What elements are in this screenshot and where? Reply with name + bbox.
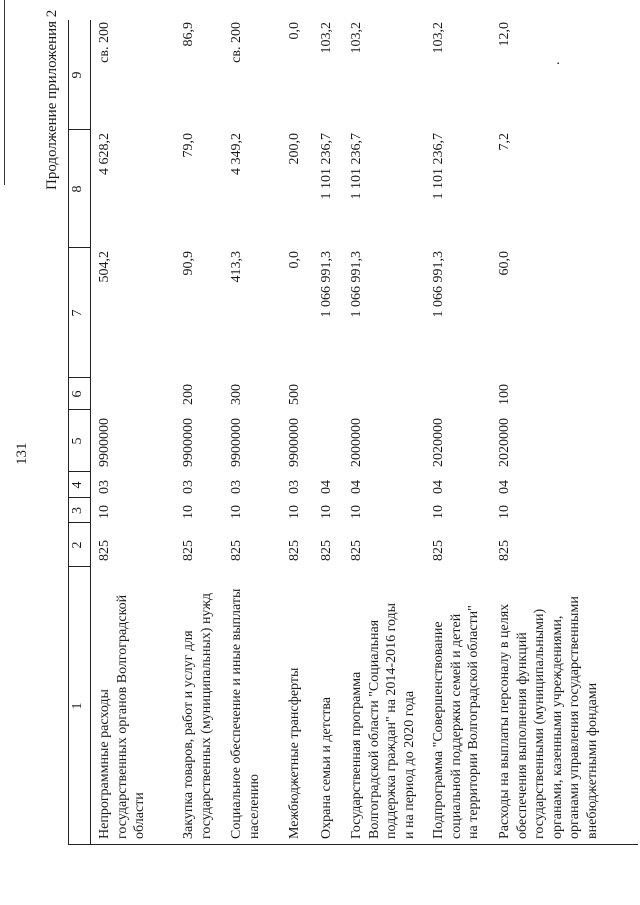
header-col-5: 5 [70,437,85,445]
row-name [348,567,418,839]
row-name-line: социальной поддержки семей и детей [448,613,464,839]
row-cell-c2: 825 [97,540,112,561]
row-cell-c2: 825 [229,540,244,561]
row-name-line: и на период до 2020 года [401,690,417,839]
header-col-7: 7 [70,309,85,317]
row-cell-c6: 300 [229,384,244,405]
row-cell-c4: 04 [497,480,512,494]
table-top-border [68,20,69,845]
row-cell-c5: 9900000 [287,418,302,467]
row-cell-c9: св. 200 [229,22,244,63]
row-cell-c4: 04 [319,480,334,494]
row-cell-c8: 4 628,2 [97,133,112,175]
table-header-border [90,20,91,845]
row-name-line: органами, казенными учреждениями, [549,615,565,839]
row-name-line: государственных органов Волгоградской [114,594,130,839]
row-cell-c9: 103,2 [319,22,334,54]
row-name [430,567,483,839]
row-name-line: Подпрограмма "Совершенствование [431,621,446,839]
row-cell-c3: 10 [319,505,334,519]
row-name-line: государственных (муниципальных) нужд [198,592,214,839]
row-name-line: Охрана семьи и детства [319,697,334,839]
header-col-3: 3 [70,507,85,514]
row-cell-c3: 10 [349,505,364,519]
row-name-line: Закупка товаров, работ и услуг для [181,630,196,839]
row-cell-c9: 103,2 [349,22,364,54]
row-cell-c9: св. 200 [97,22,112,63]
row-name-line: обеспечения выполнения функций [514,632,530,839]
row-name-line: населению [246,774,262,839]
row-cell-c2: 825 [181,540,196,561]
row-cell-c7: 1 066 991,3 [431,251,446,318]
header-col-6: 6 [70,390,85,398]
page-number: 131 [14,442,30,465]
header-col-4: 4 [70,481,85,489]
row-cell-c4: 03 [181,480,196,494]
row-cell-c6: 200 [181,384,196,405]
row-cell-c8: 1 101 236,7 [431,133,446,200]
row-cell-c4: 03 [287,480,302,494]
row-cell-c2: 825 [287,540,302,561]
row-cell-c8: 7,2 [497,133,512,151]
row-cell-c8: 200,0 [287,133,302,165]
row-name [318,567,336,839]
header-col-2: 2 [70,541,85,549]
row-cell-c5: 9900000 [229,418,244,467]
row-cell-c5: 9900000 [181,418,196,467]
row-cell-c4: 03 [229,480,244,494]
row-cell-c6: 500 [287,384,302,405]
row-name-line: Расходы на выплаты персоналу в целях [497,603,512,839]
row-cell-c9: 86,9 [181,22,196,47]
row-cell-c8: 1 101 236,7 [349,133,364,200]
row-cell-c3: 10 [287,505,302,519]
row-cell-c9: 103,2 [431,22,446,54]
row-cell-c7: 413,3 [229,251,244,283]
row-name-line: органами управления государственными [567,596,582,839]
row-name-line: Государственная программа [349,671,364,839]
row-cell-c3: 10 [497,505,512,519]
row-cell-c3: 10 [431,505,446,519]
row-cell-c7: 0,0 [287,251,302,269]
row-cell-c9: 0,0 [287,22,302,40]
row-cell-c9: 12,0 [497,22,512,47]
row-cell-c7: 504,2 [97,251,112,283]
row-cell-c7: 90,9 [181,251,196,276]
row-name [228,567,263,839]
row-cell-c4: 03 [97,480,112,494]
row-cell-c5: 2020000 [431,418,446,467]
row-name [180,567,215,839]
row-name-line: поддержка граждан" на 2014-2016 годы [384,602,399,839]
row-cell-c5: 9900000 [97,418,112,467]
top-rule [4,0,5,185]
row-name-line: области [132,792,147,839]
row-cell-c6: 100 [497,384,512,405]
row-cell-c3: 10 [229,505,244,519]
row-cell-c8: 4 349,2 [229,133,244,175]
row-cell-c4: 04 [431,480,446,494]
row-name [286,567,304,839]
row-cell-c2: 825 [349,540,364,561]
row-cell-c5: 2000000 [349,418,364,467]
row-name-line: Социальное обеспечение и иные выплаты [229,588,244,839]
row-cell-c7: 60,0 [497,251,512,276]
row-cell-c3: 10 [181,505,196,519]
row-cell-c8: 1 101 236,7 [319,133,334,200]
row-cell-c2: 825 [431,540,446,561]
header-col-9: 9 [70,71,85,79]
row-name [96,567,149,839]
row-name-line: государственными (муниципальными) [532,608,547,839]
row-name [496,567,601,839]
row-cell-c5: 2020000 [497,418,512,467]
header-col-1: 1 [70,702,85,710]
col-divider [68,844,638,845]
row-cell-c4: 04 [349,480,364,494]
budget-table [68,20,638,845]
row-name-line: внебюджетными фондами [584,682,600,839]
row-cell-c8: 79,0 [181,133,196,158]
row-cell-c2: 825 [319,540,334,561]
row-name-line: Межбюджетные трансферты [287,667,302,839]
row-name-line: на территории Волгоградской области" [466,605,481,839]
row-cell-c7: 1 066 991,3 [349,251,364,318]
row-name-line: Волгоградской области "Социальная [366,619,382,839]
row-cell-c3: 10 [97,505,112,519]
row-cell-c7: 1 066 991,3 [319,251,334,318]
stray-mark: . [548,61,563,65]
header-col-8: 8 [70,185,85,193]
appendix-caption: Продолжение приложения 2 [44,9,60,190]
row-cell-c2: 825 [497,540,512,561]
row-name-line: Непрограммные расходы [97,689,112,839]
